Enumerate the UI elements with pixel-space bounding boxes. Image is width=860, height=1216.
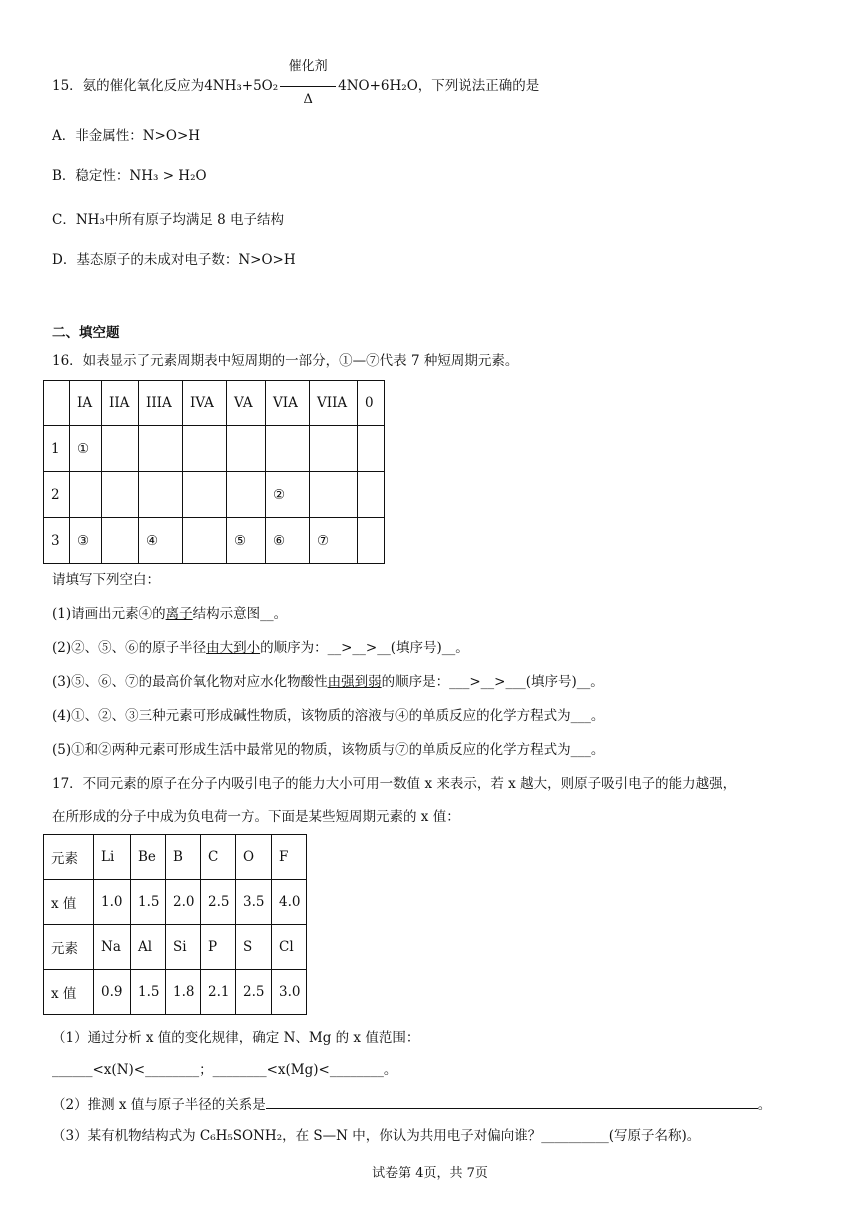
table-cell	[183, 426, 227, 472]
table-cell: 3.0	[272, 970, 307, 1015]
table-row	[44, 835, 307, 880]
heat-label: Δ	[303, 91, 313, 107]
table-cell: Na	[94, 925, 131, 970]
table-cell	[102, 472, 139, 518]
table-cell: F	[272, 835, 307, 880]
table-cell: IIIA	[139, 381, 183, 426]
table-cell: 2.1	[201, 970, 236, 1015]
periodic-table	[43, 380, 385, 564]
table-cell: IIA	[102, 381, 139, 426]
table-cell: ⑤	[227, 518, 266, 564]
table-cell	[139, 472, 183, 518]
table-cell: 2	[44, 472, 70, 518]
table-cell: ①	[70, 426, 102, 472]
table-cell: 2.5	[236, 970, 272, 1015]
table-cell: IA	[70, 381, 102, 426]
reaction-arrow	[280, 58, 336, 107]
catalyst-label: 催化剂	[288, 58, 328, 74]
table-row	[44, 880, 307, 925]
table-cell: 4.0	[272, 880, 307, 925]
table-cell: 1	[44, 426, 70, 472]
q17-part2: （2）推测 x 值与原子半径的关系是 。	[52, 1094, 771, 1115]
table-cell: VIIA	[310, 381, 358, 426]
table-cell	[102, 426, 139, 472]
table-cell	[266, 426, 310, 472]
table-cell: 1.5	[131, 880, 166, 925]
x-value-table	[43, 834, 307, 1015]
q17-part1-answer[interactable]: ______<x(N)<________；________<x(Mg)<________。	[52, 1062, 398, 1078]
q16-part1: (1)请画出元素④的离子结构示意图__。	[52, 606, 288, 622]
q16-prompt: 请填写下列空白：	[52, 572, 160, 588]
table-cell	[358, 426, 385, 472]
table-cell	[310, 426, 358, 472]
table-cell: O	[236, 835, 272, 880]
table-cell: 3.5	[236, 880, 272, 925]
table-cell: 3	[44, 518, 70, 564]
table-row	[44, 970, 307, 1015]
table-cell	[44, 381, 70, 426]
table-cell	[227, 426, 266, 472]
page-footer: 试卷第 4页，共 7页	[372, 1166, 488, 1181]
q15-option-d[interactable]: D．基态原子的未成对电子数：N>O>H	[52, 252, 296, 268]
q15-reactants: 4NH₃+5O₂	[204, 78, 279, 94]
table-cell: Cl	[272, 925, 307, 970]
table-cell: 0	[358, 381, 385, 426]
table-cell: ⑦	[310, 518, 358, 564]
table-cell	[70, 472, 102, 518]
table-row	[44, 426, 385, 472]
table-cell: 0.9	[94, 970, 131, 1015]
table-cell	[139, 426, 183, 472]
table-row	[44, 925, 307, 970]
q17-stem-line1: 17．不同元素的原子在分子内吸引电子的能力大小可用一数值 x 来表示，若 x 越大，则原子吸引电子的能力越强，	[52, 776, 737, 792]
table-cell: 1.0	[94, 880, 131, 925]
q17-stem-line2: 在所形成的分子中成为负电荷一方。下面是某些短周期元素的 x 值：	[52, 809, 460, 825]
q15-option-c[interactable]: C．NH₃中所有原子均满足 8 电子结构	[52, 212, 284, 228]
table-cell	[183, 472, 227, 518]
table-header-row	[44, 381, 385, 426]
table-cell: 元素	[44, 835, 94, 880]
table-cell: Be	[131, 835, 166, 880]
table-cell: Li	[94, 835, 131, 880]
q16-part2: (2)②、⑤、⑥的原子半径由大到小的顺序为：__>__>__(填序号)__。	[52, 640, 469, 656]
table-cell: x 值	[44, 880, 94, 925]
q16-stem: 16．如表显示了元素周期表中短周期的一部分，①—⑦代表 7 种短周期元素。	[52, 353, 519, 369]
table-cell: 1.5	[131, 970, 166, 1015]
q16-part5: (5)①和②两种元素可形成生活中最常见的物质，该物质与⑦的单质反应的化学方程式为___。	[52, 742, 605, 758]
table-cell	[358, 518, 385, 564]
section-title: 二、填空题	[52, 325, 120, 341]
table-cell: P	[201, 925, 236, 970]
table-cell: ③	[70, 518, 102, 564]
table-cell	[183, 518, 227, 564]
table-cell: ④	[139, 518, 183, 564]
answer-blank[interactable]	[266, 1094, 758, 1109]
table-cell	[102, 518, 139, 564]
table-cell: VIA	[266, 381, 310, 426]
q17-part1: （1）通过分析 x 值的变化规律，确定 N、Mg 的 x 值范围：	[52, 1030, 420, 1046]
table-cell	[227, 472, 266, 518]
table-cell: IVA	[183, 381, 227, 426]
table-cell: 元素	[44, 925, 94, 970]
table-cell: VA	[227, 381, 266, 426]
table-cell: 2.5	[201, 880, 236, 925]
table-cell: 2.0	[166, 880, 201, 925]
table-cell: ⑥	[266, 518, 310, 564]
q16-part3: (3)⑤、⑥、⑦的最高价氧化物对应水化物酸性由强到弱的顺序是：___>__>___(填序号)__。	[52, 674, 604, 690]
q15-option-a[interactable]: A．非金属性：N>O>H	[52, 128, 201, 144]
q15-stem-prefix: 15．氨的催化氧化反应为	[52, 78, 205, 94]
table-cell	[358, 472, 385, 518]
table-cell: ②	[266, 472, 310, 518]
table-row	[44, 472, 385, 518]
q16-part4: (4)①、②、③三种元素可形成碱性物质，该物质的溶液与④的单质反应的化学方程式为___。	[52, 708, 605, 724]
table-cell: Si	[166, 925, 201, 970]
table-cell	[310, 472, 358, 518]
table-cell: B	[166, 835, 201, 880]
table-cell: Al	[131, 925, 166, 970]
table-row	[44, 518, 385, 564]
table-cell: 1.8	[166, 970, 201, 1015]
q15-products: 4NO+6H₂O	[338, 78, 418, 94]
table-cell: S	[236, 925, 272, 970]
q15-stem-suffix: ，下列说法正确的是	[417, 78, 540, 94]
reaction-bar	[280, 86, 336, 87]
table-cell: C	[201, 835, 236, 880]
q15-stem	[52, 58, 540, 107]
q15-option-b[interactable]: B．稳定性：NH₃ > H₂O	[52, 168, 207, 184]
q17-part3: （3）某有机物结构式为 C₆H₅SONH₂，在 S—N 中，你认为共用电子对偏向谁？__________(写原子名称)。	[52, 1128, 701, 1144]
table-cell: x 值	[44, 970, 94, 1015]
